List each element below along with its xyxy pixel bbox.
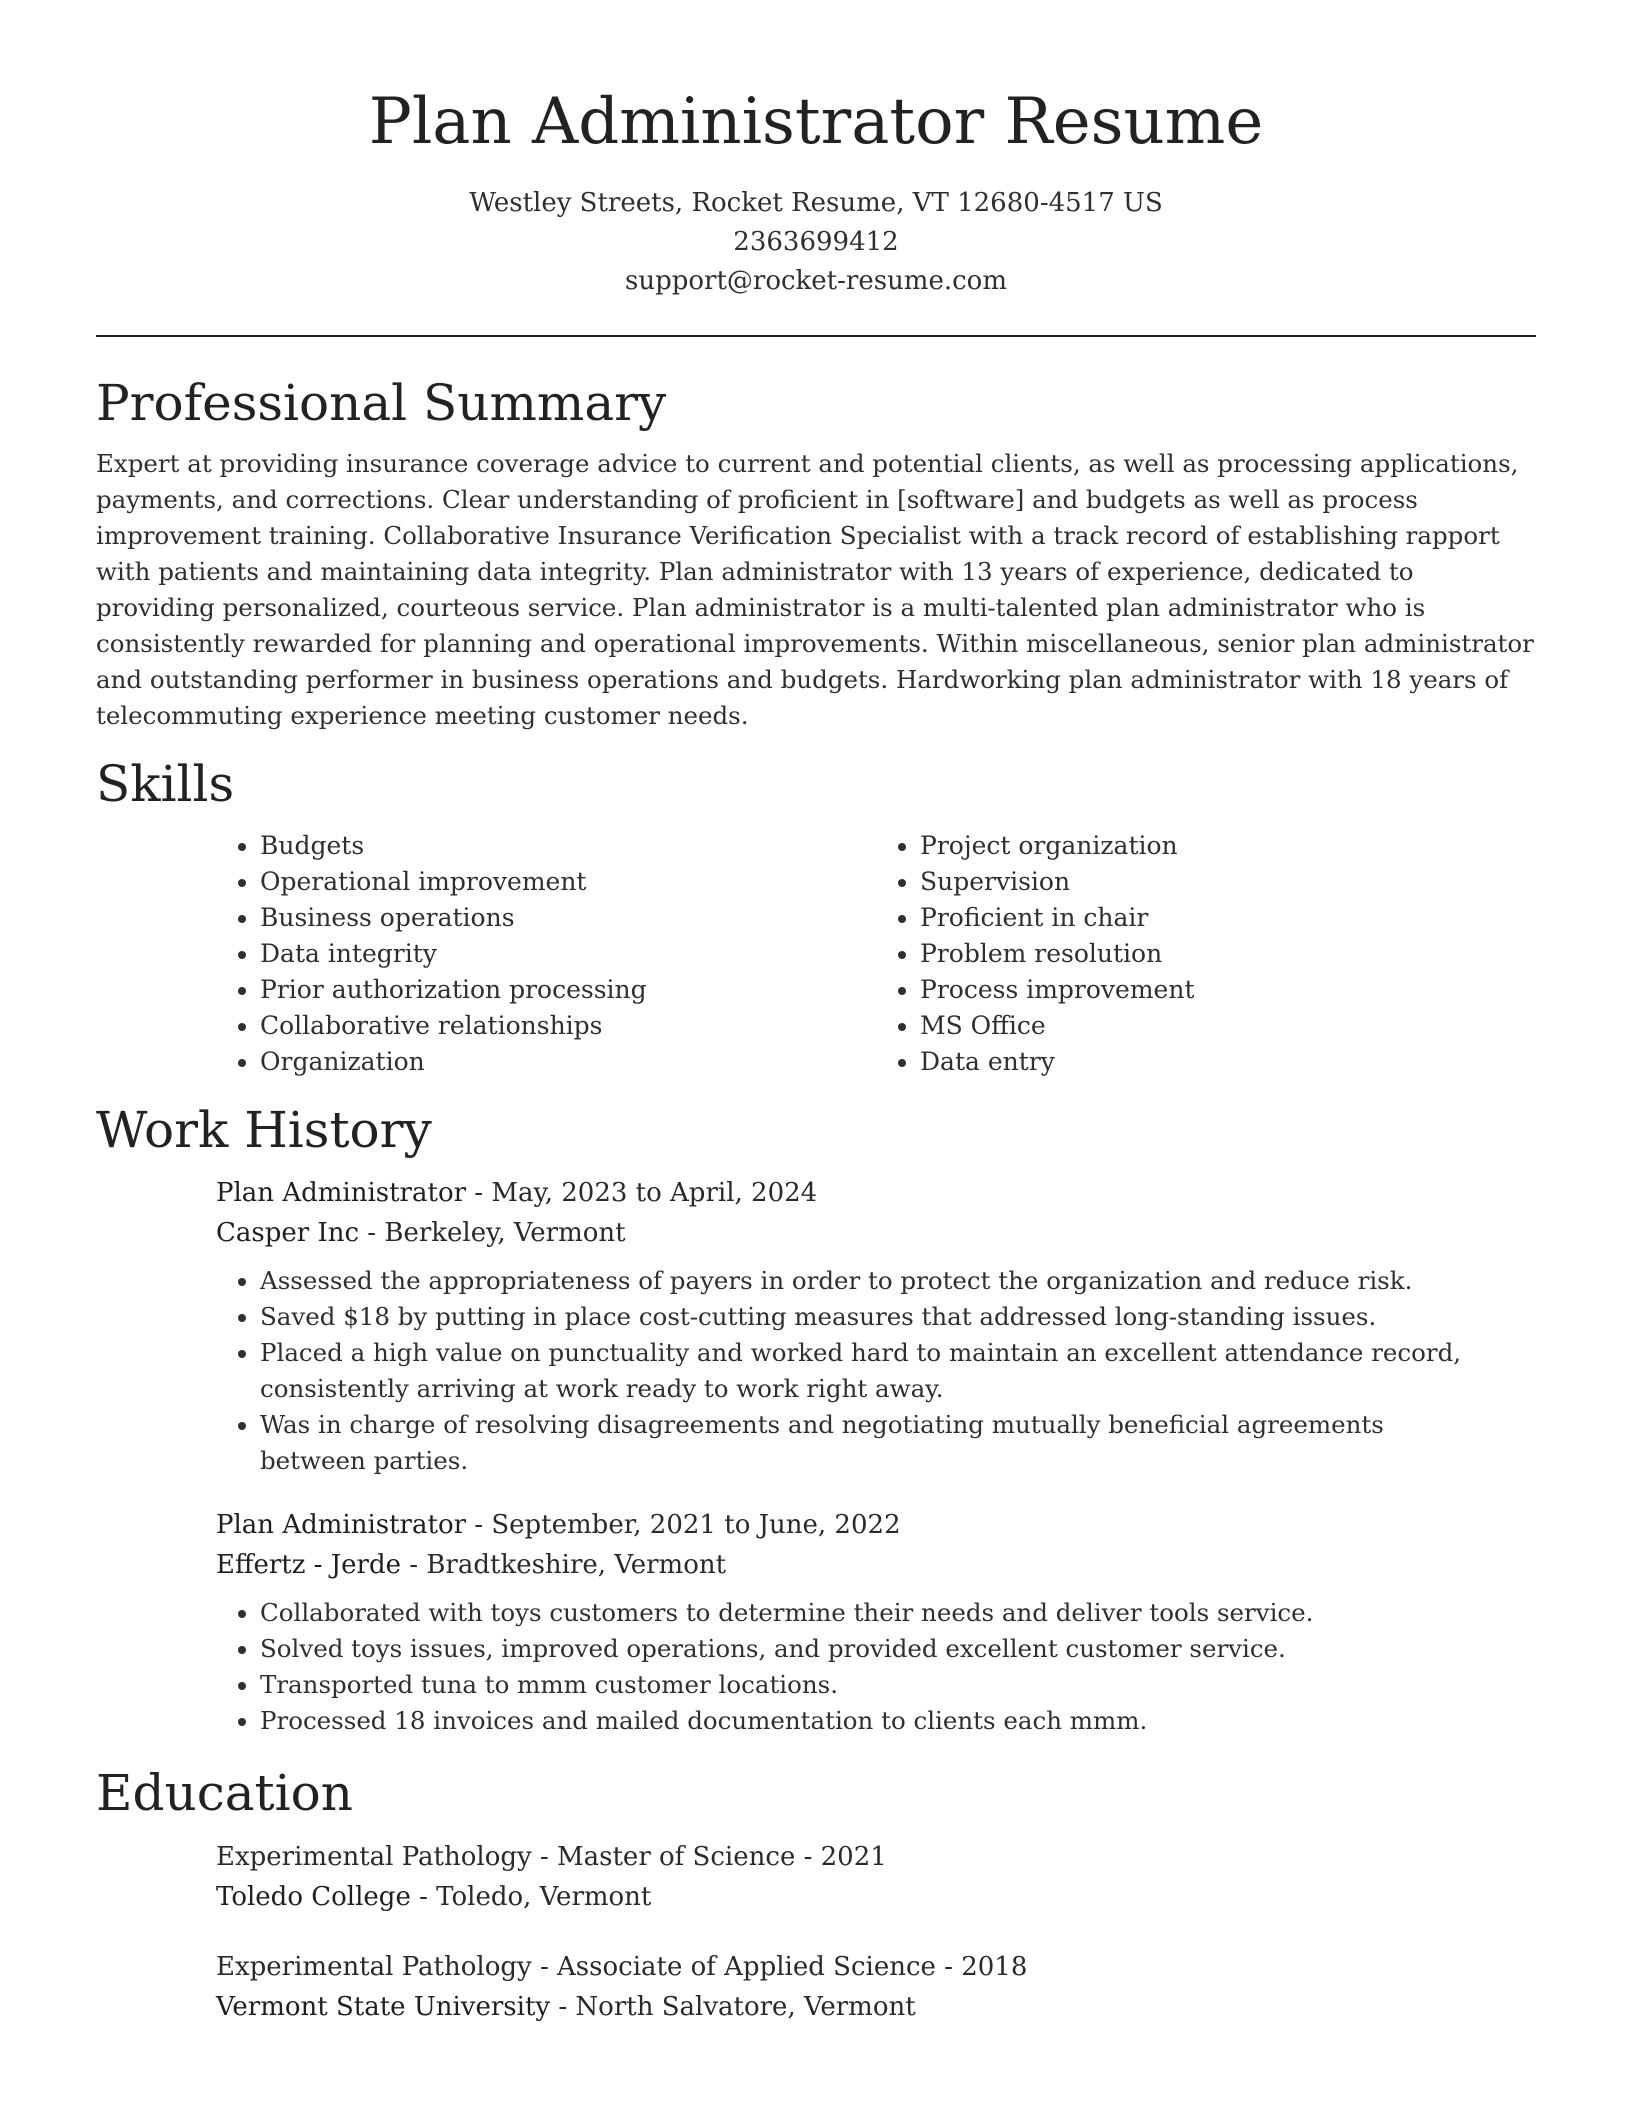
job-duties-list <box>216 1263 1536 1479</box>
job-title: Plan Administrator <box>216 1510 467 1541</box>
skill-item: • Data integrity <box>260 936 876 972</box>
skills-right-list <box>876 828 1536 1080</box>
skill-item: • Problem resolution <box>920 936 1536 972</box>
job-dates: - September, 2021 to June, 2022 <box>466 1510 901 1541</box>
skill-item: • Data entry <box>920 1044 1536 1080</box>
job-location: - Bradtkeshire, Vermont <box>401 1550 727 1581</box>
education-entry <box>216 1837 1536 1917</box>
job-duty: • Assessed the appropriateness of payers in order to protect the organization and reduce risk. <box>260 1263 1536 1299</box>
summary-heading: Professional Summary <box>96 373 667 432</box>
school-name: Toledo College <box>216 1881 411 1912</box>
school-location: - North Salvatore, Vermont <box>550 1991 916 2022</box>
job-duty: • Transported tuna to mmm customer locations. <box>260 1667 1536 1703</box>
phone: 2363699412 <box>733 226 899 257</box>
skill-item: • Project organization <box>920 828 1536 864</box>
resume-header <box>96 86 1536 301</box>
job-entry <box>216 1173 1536 1479</box>
job-company-line <box>216 1545 1536 1585</box>
job-entry <box>216 1505 1536 1739</box>
skills-left-list <box>216 828 876 1080</box>
school-location: - Toledo, Vermont <box>410 1881 652 1912</box>
skills-section <box>96 756 1536 1080</box>
school-line <box>216 1987 1536 2027</box>
job-duty: • Processed 18 invoices and mailed documentation to clients each mmm. <box>260 1703 1536 1739</box>
education-heading: Education <box>96 1764 353 1823</box>
contact-info <box>96 184 1536 301</box>
summary-section <box>96 375 1536 735</box>
summary-text: Expert at providing insurance coverage advice to current and potential clients, as well as processing applications, payments, and corrections. Clear understanding of proficient in [software] and budgets as well as process improvement training. Collaborative Insurance Verification Specialist with a track record of establishing rapport with patients and maintaining data integrity. Plan administrator with 13 years of experience, dedicated to providing personalized, courteous service. Plan administrator is a multi-talented plan administrator who is consistently rewarded for planning and operational improvements. Within miscellaneous, senior plan administrator and outstanding performer in business operations and budgets. Hardworking plan administrator with 18 years of telecommuting experience meeting customer needs. <box>96 449 1534 731</box>
job-duty: • Solved toys issues, improved operations, and provided excellent customer service. <box>260 1631 1536 1667</box>
job-location: - Berkeley, Vermont <box>359 1218 626 1249</box>
job-company-line <box>216 1213 1536 1253</box>
education-section <box>96 1765 1536 2027</box>
address: Westley Streets, Rocket Resume, VT 12680-4517 US <box>469 187 1163 218</box>
skill-item: • Proficient in chair <box>920 900 1536 936</box>
job-duty: • Collaborated with toys customers to determine their needs and deliver tools service. <box>260 1595 1536 1631</box>
work-history-heading: Work History <box>96 1100 432 1159</box>
skill-item: • Collaborative relationships <box>260 1008 876 1044</box>
skills-grid <box>216 828 1536 1080</box>
skill-item: • MS Office <box>920 1008 1536 1044</box>
skill-item: • Budgets <box>260 828 876 864</box>
degree-line: Experimental Pathology - Associate of Applied Science - 2018 <box>216 1951 1028 1982</box>
job-title-line <box>216 1173 1536 1213</box>
skill-item: • Business operations <box>260 900 876 936</box>
skill-item: • Process improvement <box>920 972 1536 1008</box>
degree-line: Experimental Pathology - Master of Science - 2021 <box>216 1841 887 1872</box>
job-company: Casper Inc <box>216 1218 360 1249</box>
job-title: Plan Administrator <box>216 1178 467 1209</box>
education-entry <box>216 1947 1536 2027</box>
resume-title: Plan Administrator Resume <box>368 85 1264 159</box>
school-name: Vermont State University <box>216 1991 551 2022</box>
job-dates: - May, 2023 to April, 2024 <box>466 1178 818 1209</box>
job-duty: • Saved $18 by putting in place cost-cutting measures that addressed long-standing issues. <box>260 1299 1536 1335</box>
school-line <box>216 1877 1536 1917</box>
email: support@rocket-resume.com <box>624 265 1007 296</box>
skill-item: • Operational improvement <box>260 864 876 900</box>
job-title-line <box>216 1505 1536 1545</box>
skill-item: • Organization <box>260 1044 876 1080</box>
skills-heading: Skills <box>96 755 235 814</box>
job-company: Effertz - Jerde <box>216 1550 401 1581</box>
skill-item: • Supervision <box>920 864 1536 900</box>
job-duty: • Was in charge of resolving disagreements and negotiating mutually beneficial agreements between parties. <box>260 1407 1536 1479</box>
work-history-section <box>96 1102 1536 1740</box>
skill-item: • Prior authorization processing <box>260 972 876 1008</box>
job-duty: • Placed a high value on punctuality and worked hard to maintain an excellent attendance record, consistently arriving at work ready to work right away. <box>260 1335 1536 1407</box>
header-divider <box>96 335 1536 337</box>
job-duties-list <box>216 1595 1536 1739</box>
